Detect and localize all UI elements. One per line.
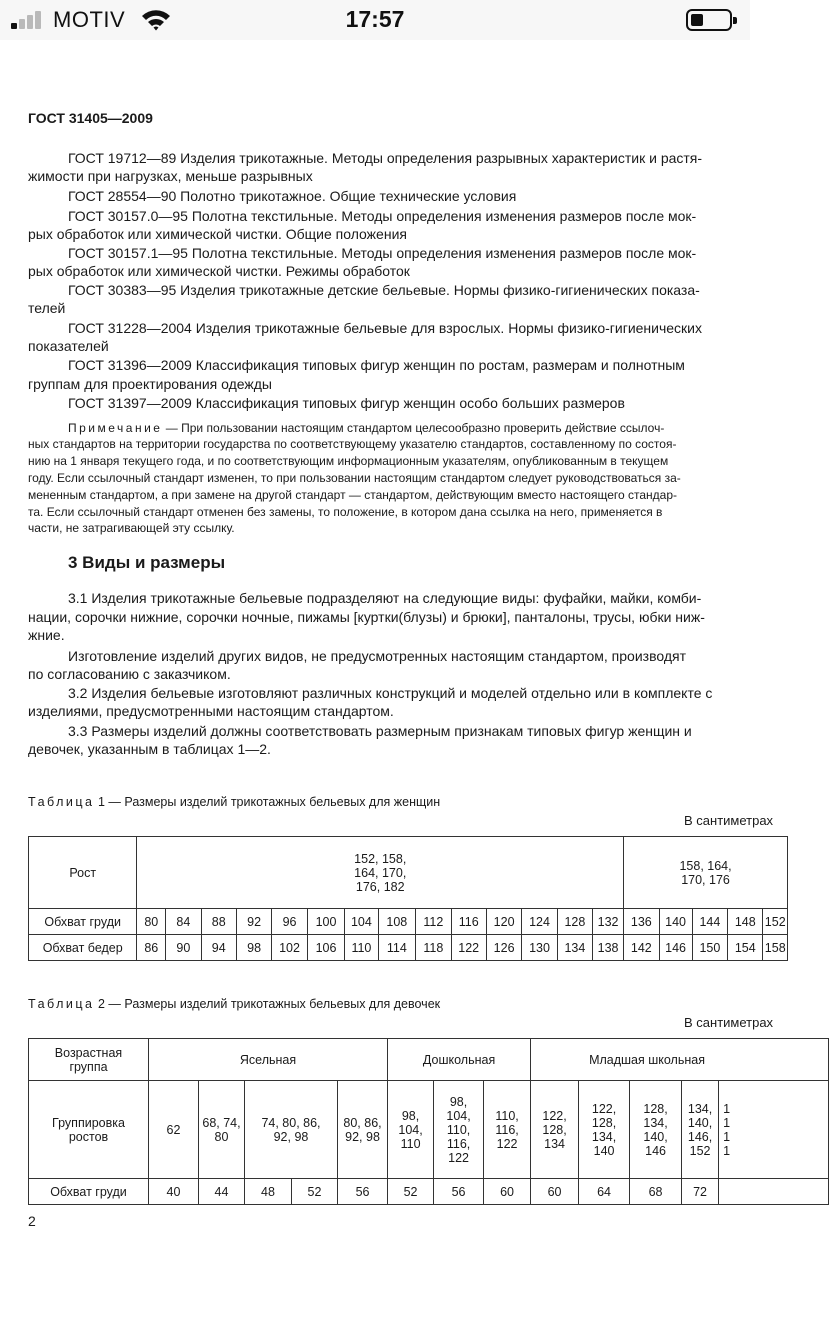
table2-chest-cell: 64: [579, 1179, 630, 1205]
text-line: ГОСТ 31396—2009 Классификация типовых фигур женщин по ростам, размерам и полнотным: [68, 357, 685, 373]
table1-chest-cell: 96: [272, 909, 307, 935]
table1-hips-cell: 98: [236, 935, 271, 961]
text-line: 3.2 Изделия бельевые изготовляют различных конструкций и моделей отдельно или в комплекте с: [68, 685, 713, 701]
table1-hips-cell: 90: [166, 935, 201, 961]
table1-hips-cell: 134: [557, 935, 592, 961]
table2-height-cell: 98, 104, 110, 116, 122: [434, 1081, 484, 1179]
table1-hips-cell: 142: [624, 935, 659, 961]
text-line: жимости при нагрузках, меньше разрывных: [28, 168, 313, 184]
section-title: 3 Виды и размеры: [68, 553, 226, 572]
table2-height-cell: 110, 116, 122: [484, 1081, 531, 1179]
table1-header-height: Рост: [29, 837, 137, 909]
table1-header-chest: Обхват груди: [29, 909, 137, 935]
table1-hips-cell: 106: [307, 935, 345, 961]
table2-chest-cell: 44: [199, 1179, 245, 1205]
table1-chest-cell: 124: [522, 909, 557, 935]
text-line: ГОСТ 30383—95 Изделия трикотажные детские бельевые. Нормы физико-гигиенических показа-: [68, 282, 700, 298]
text-line: телей: [28, 300, 66, 316]
table1-chest-cell: 120: [486, 909, 521, 935]
table1-chest-cell: 84: [166, 909, 201, 935]
document-page[interactable]: [0, 40, 786, 1334]
table1-chest-cell: 112: [416, 909, 451, 935]
text-line: жние.: [28, 627, 65, 643]
table2-age-group: Ясельная: [149, 1039, 388, 1081]
table1-chest-cell: 100: [307, 909, 345, 935]
text-line: части, не затрагивающей эту ссылку.: [28, 521, 235, 535]
table1-chest-cell: 128: [557, 909, 592, 935]
table1-hips-cell: 126: [486, 935, 521, 961]
text-line: рых обработок или химической чистки. Общие положения: [28, 226, 407, 242]
table1-chest-cell: 88: [201, 909, 236, 935]
table2-row-chest: [29, 1179, 829, 1205]
document-code: ГОСТ 31405—2009: [28, 110, 153, 126]
text-line: ГОСТ 31397—2009 Классификация типовых фигур женщин особо больших размеров: [68, 395, 625, 411]
table1-chest-cell: 132: [593, 909, 624, 935]
text-line: девочек, указанным в таблицах 1—2.: [28, 741, 271, 757]
table1-row-chest: [29, 909, 788, 935]
text-line: рых обработок или химической чистки. Режимы обработок: [28, 263, 410, 279]
table1-hips-cell: 114: [378, 935, 416, 961]
table1-hips-cell: 118: [416, 935, 451, 961]
table2-chest-cell: 52: [292, 1179, 338, 1205]
text-line: 3.3 Размеры изделий должны соответствовать размерным признакам типовых фигур женщин и: [68, 723, 692, 739]
table2-height-cell: 134, 140, 146, 152: [682, 1081, 719, 1179]
text-line: ГОСТ 30157.0—95 Полотна текстильные. Методы определения изменения размеров после мок-: [68, 208, 697, 224]
table2-header-age: Возрастная группа: [29, 1039, 149, 1081]
table2-height-cell: 122, 128, 134, 140: [579, 1081, 630, 1179]
text-line: показателей: [28, 338, 109, 354]
table1-hips-cell: 146: [659, 935, 692, 961]
table1-chest-cell: 92: [236, 909, 271, 935]
table1-chest-cell: 140: [659, 909, 692, 935]
table2-age-group: Младшая школьная: [531, 1039, 829, 1081]
table2-age-group: Дошкольная: [388, 1039, 531, 1081]
table2-caption: Таблица 2 — Размеры изделий трикотажных бельевых для девочек: [28, 997, 441, 1011]
table1-chest-cell: 116: [451, 909, 486, 935]
table1-row-hips: [29, 935, 788, 961]
table1: [28, 836, 788, 961]
table2-chest-cell: 48: [245, 1179, 292, 1205]
carrier-name: MOTIV: [53, 7, 126, 32]
table1-row-height: [29, 837, 788, 909]
text-line: 3.1 Изделия трикотажные бельевые подразделяют на следующие виды: фуфайки, майки, комби-: [68, 590, 702, 606]
table2-chest-cell: 56: [338, 1179, 388, 1205]
table1-hips-cell: 150: [692, 935, 727, 961]
text-line: Изготовление изделий других видов, не предусмотренных настоящим стандартом, производят: [68, 648, 686, 664]
table1-units: В сантиметрах: [684, 813, 774, 828]
text-line: ных стандартов на территории государства по соответствующему указателю стандартов, составленному по состоя-: [28, 437, 677, 451]
note-first-line: Примечание — При пользовании настоящим стандартом целесообразно проверить действие ссылоч-: [68, 421, 665, 435]
table2-row-heights: [29, 1081, 829, 1179]
text-line: ГОСТ 28554—90 Полотно трикотажное. Общие технические условия: [68, 188, 517, 204]
table2-height-cell: 74, 80, 86, 92, 98: [245, 1081, 338, 1179]
table2-chest-cell: 52: [388, 1179, 434, 1205]
table1-chest-cell: 148: [728, 909, 763, 935]
table2: [28, 1038, 829, 1205]
table2-chest-cell: 56: [434, 1179, 484, 1205]
table1-hips-cell: 110: [345, 935, 378, 961]
text-line: группам для проектирования одежды: [28, 376, 272, 392]
text-line: та. Если ссылочный стандарт отменен без замены, то положение, в котором дана ссылка на него, применяется в: [28, 505, 663, 519]
text-line: нию на 1 января текущего года, и по соответствующим информационным указателям, опубликованным в текущем: [28, 454, 669, 468]
table1-height-group: 158, 164, 170, 176: [624, 837, 788, 909]
table2-height-cell: 122, 128, 134: [531, 1081, 579, 1179]
table2-header-heights: Группировка ростов: [29, 1081, 149, 1179]
table2-height-cell: 62: [149, 1081, 199, 1179]
table1-chest-cell: 104: [345, 909, 378, 935]
table1-hips-cell: 158: [763, 935, 788, 961]
note-label: Примечание: [68, 421, 163, 435]
table1-header-hips: Обхват бедер: [29, 935, 137, 961]
table2-chest-cell: 68: [630, 1179, 682, 1205]
table1-hips-cell: 122: [451, 935, 486, 961]
table2-height-cell: 128, 134, 140, 146: [630, 1081, 682, 1179]
table2-row-age: [29, 1039, 829, 1081]
text-line: изделиями, предусмотренными настоящим стандартом.: [28, 703, 394, 719]
text-line: мененным стандартом, а при замене на другой стандарт — стандартом, действующим вместо настоящего стандар-: [28, 488, 678, 502]
table1-chest-cell: 152: [763, 909, 788, 935]
clock: 17:57: [345, 6, 405, 32]
text-line: нации, сорочки нижние, сорочки ночные, пижамы [куртки(блузы) и брюки], панталоны, трусы, юбки ниж-: [28, 609, 705, 625]
table2-height-cell: 1 1 1 1: [719, 1081, 829, 1179]
table1-hips-cell: 130: [522, 935, 557, 961]
table1-hips-cell: 94: [201, 935, 236, 961]
table2-chest-cell: 60: [531, 1179, 579, 1205]
page-number: 2: [28, 1213, 36, 1229]
status-bar: [0, 0, 750, 40]
table2-height-cell: 98, 104, 110: [388, 1081, 434, 1179]
table1-chest-cell: 144: [692, 909, 727, 935]
text-line: ГОСТ 30157.1—95 Полотна текстильные. Методы определения изменения размеров после мок-: [68, 245, 697, 261]
table2-chest-cell: 60: [484, 1179, 531, 1205]
table1-height-group: 152, 158, 164, 170, 176, 182: [137, 837, 624, 909]
table2-chest-cell: 72: [682, 1179, 719, 1205]
table2-height-cell: 68, 74, 80: [199, 1081, 245, 1179]
table2-units: В сантиметрах: [684, 1015, 774, 1030]
text-line: ГОСТ 31228—2004 Изделия трикотажные бельевые для взрослых. Нормы физико-гигиенических: [68, 320, 702, 336]
table2-height-cell: 80, 86, 92, 98: [338, 1081, 388, 1179]
table1-chest-cell: 80: [137, 909, 166, 935]
text-line: году. Если ссылочный стандарт изменен, то при пользовании настоящим стандартом следует руководствоваться за-: [28, 471, 681, 485]
table2-chest-cell: 40: [149, 1179, 199, 1205]
table1-hips-cell: 102: [272, 935, 307, 961]
table1-hips-cell: 138: [593, 935, 624, 961]
table2-header-chest: Обхват груди: [29, 1179, 149, 1205]
text-line: ГОСТ 19712—89 Изделия трикотажные. Методы определения разрывных характеристик и растя-: [68, 150, 703, 166]
table1-chest-cell: 108: [378, 909, 416, 935]
battery-icon: [686, 9, 732, 31]
table1-caption: Таблица 1 — Размеры изделий трикотажных бельевых для женщин: [28, 795, 441, 809]
table1-hips-cell: 86: [137, 935, 166, 961]
table1-chest-cell: 136: [624, 909, 659, 935]
text-line: по согласованию с заказчиком.: [28, 666, 231, 682]
table2-chest-cell: [719, 1179, 829, 1205]
table1-hips-cell: 154: [728, 935, 763, 961]
